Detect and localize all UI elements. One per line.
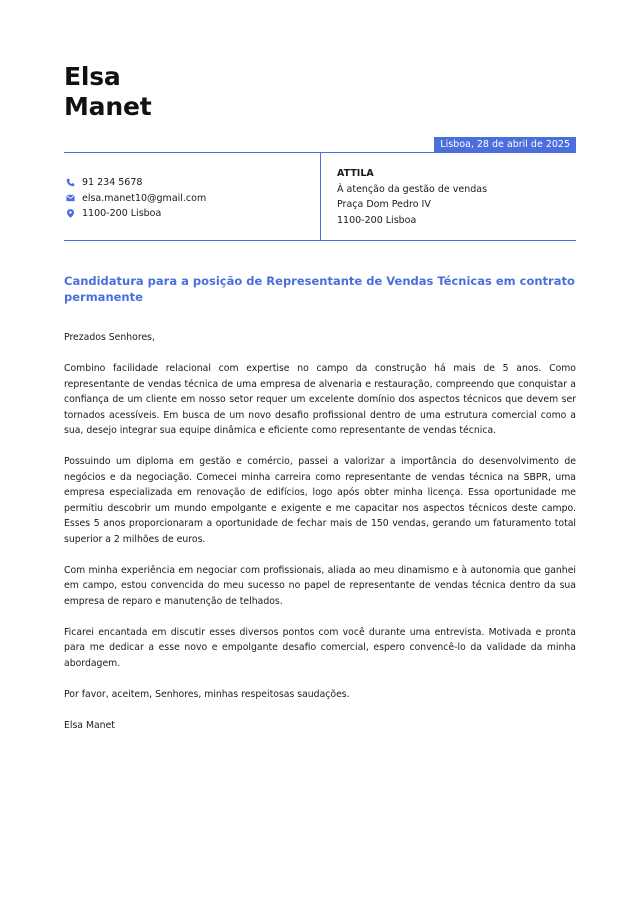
paragraph-2: Possuindo um diploma em gestão e comércio, passei a valorizar a importância do desenvolvimento de negócios e da negociação. Comecei minha carreira como representante de vendas técnica na SBPR, uma empresa especializada em renovação de edifícios, logo após obter minha licença. Essa oportunidade me permitiu descobrir um mundo empolgante e exigente e me capacitar nos aspectos técnicos deste campo. Esses 5 anos proporcionaram a oportunidade de fechar mais de 150 vendas, gerando um faturamento total superior a 2 milhões de euros. — [64, 456, 576, 545]
letter-subject: Candidatura para a posição de Representante de Vendas Técnicas em contrato permanente — [64, 274, 575, 304]
signature: Elsa Manet — [64, 719, 115, 731]
contact-phone — [64, 175, 206, 191]
paragraph-1: Combino facilidade relacional com expertise no campo da construção há mais de 5 anos. Como representante de vendas técnica de uma empresa de alvenaria e restauração, compreendo que conquistar a confiança de um cliente em nosso setor requer um excelente domínio dos aspectos técnicos que devem ser tornados acessíveis. Em busca de um novo desafio profissional dentro de uma estrutura comercial como a sua, desejo integrar sua equipe dinâmica e eficiente como representante de vendas técnica. — [64, 363, 576, 436]
recipient-block — [337, 166, 487, 228]
recipient-attention: À atenção da gestão de vendas — [337, 183, 488, 195]
letter-body — [64, 330, 576, 749]
date-badge: Lisboa, 28 de abril de 2025 — [434, 137, 576, 152]
paragraph-4: Ficarei encantada em discutir esses diversos pontos com você durante uma entrevista. Motivada e pronta para me dedicar a esse novo e empolgante desafio comercial, espero convencê-lo da validade da minha abordagem. — [64, 626, 576, 669]
first-name: Elsa — [64, 62, 121, 91]
applicant-name — [64, 62, 151, 122]
recipient-street: Praça Dom Pedro IV — [337, 199, 431, 210]
salutation: Prezados Senhores, — [64, 332, 155, 343]
recipient-city: 1100-200 Lisboa — [337, 214, 417, 226]
contact-address — [64, 206, 206, 222]
address-text: 1100-200 Lisboa — [82, 208, 162, 220]
header-vertical-divider — [320, 152, 321, 240]
contact-block — [64, 175, 206, 222]
email-icon — [64, 194, 76, 202]
closing: Por favor, aceitem, Senhores, minhas respeitosas saudações. — [64, 688, 350, 700]
phone-icon — [64, 178, 76, 187]
header-bottom-divider — [64, 240, 576, 241]
paragraph-3: Com minha experiência em negociar com profissionais, aliada ao meu dinamismo e à autonomia que ganhei em campo, estou convencida do meu sucesso no papel de representante de vendas técnica dentro da sua empresa de reparo e manutenção de telhados. — [64, 564, 576, 607]
last-name: Manet — [64, 92, 152, 121]
contact-email — [64, 191, 206, 207]
location-pin-icon — [64, 209, 76, 218]
email-address: elsa.manet10@gmail.com — [82, 192, 207, 204]
recipient-company: ATTILA — [337, 168, 374, 179]
phone-number: 91 234 5678 — [82, 177, 143, 189]
